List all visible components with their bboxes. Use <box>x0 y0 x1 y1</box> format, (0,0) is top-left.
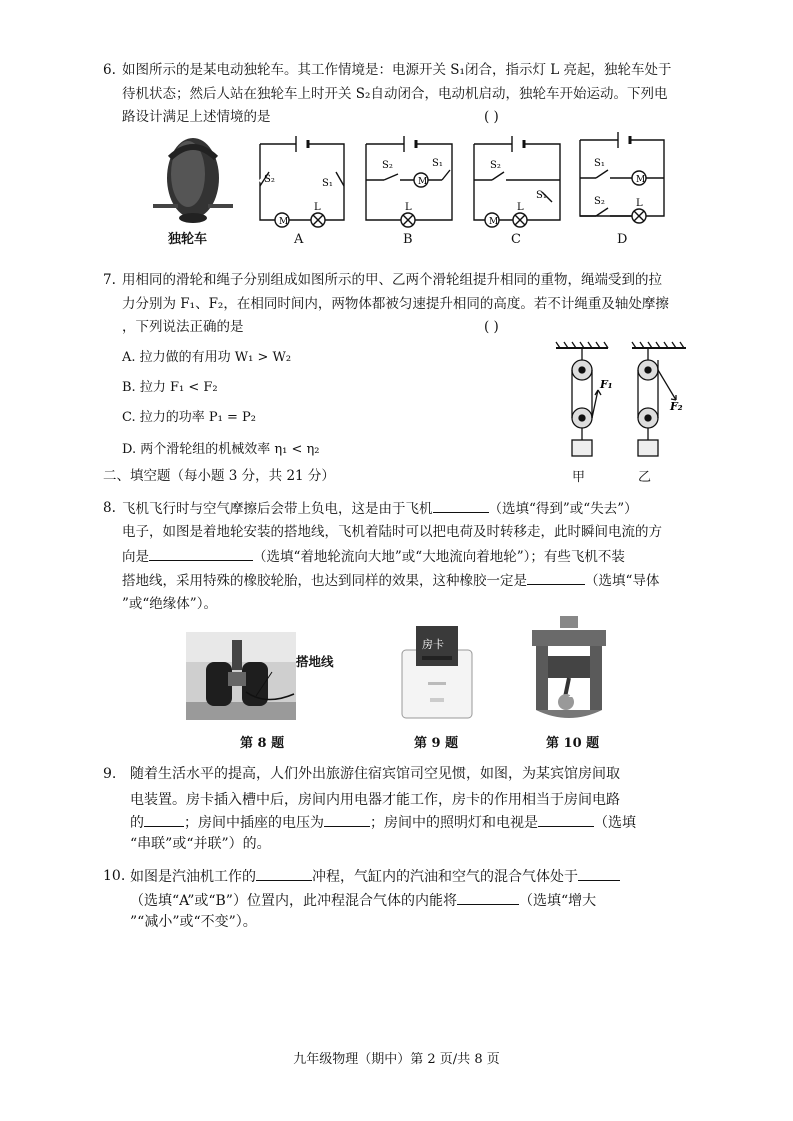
circuit-a-diagram <box>256 130 348 228</box>
circuit-b-diagram <box>362 130 457 228</box>
circuit-d-diagram <box>576 126 671 226</box>
q10-text: 冲程，气缸内的汽油和空气的混合气体处于 <box>312 869 578 885</box>
svg-text:S₂: S₂ <box>382 160 393 171</box>
q6-text-line1: 如图所示的是某电动独轮车。其工作情境是：电源开关 S₁闭合，指示灯 L 亮起，独轮车处于 <box>122 62 672 78</box>
q9-blank-3[interactable] <box>538 812 594 827</box>
q8-blank-2[interactable] <box>149 546 253 561</box>
q8-text: 搭地线，采用特殊的橡胶轮胎，也达到同样的效果，这种橡胶一定是 <box>122 573 527 589</box>
figure-10-caption: 第 10 题 <box>546 736 600 751</box>
q10-blank-3[interactable] <box>457 890 519 905</box>
room-card-text: 房卡 <box>422 638 444 651</box>
q10-blank-1[interactable] <box>256 866 312 881</box>
q9-line2: 电装置。房卡插入槽中后，房间内用电器才能工作，房卡的作用相当于房间电路 <box>130 792 620 808</box>
q10-line2 <box>130 890 596 911</box>
q7-text-line3: ，下列说法正确的是 <box>122 319 244 335</box>
q10-text: （选填“增大 <box>518 893 597 909</box>
q8-line4 <box>122 570 659 591</box>
q7-option-d: D. 两个滑轮组的机械效率 η₁ < η₂ <box>122 442 320 457</box>
engine-label-b: B <box>569 686 580 700</box>
circuit-a-label: A <box>294 232 304 247</box>
circuit-c-diagram <box>470 130 565 228</box>
svg-text:S₁: S₁ <box>536 190 547 201</box>
pulley-left-label: 甲 <box>572 470 586 485</box>
svg-text:L: L <box>405 202 412 213</box>
svg-text:S₂: S₂ <box>594 196 605 207</box>
pulley-f2-label: F₂ <box>670 400 683 413</box>
engine-cylinder-diagram <box>524 616 614 720</box>
q9-blank-1[interactable] <box>144 812 184 827</box>
svg-text:L: L <box>314 202 321 213</box>
q7-number: 7. <box>103 272 116 288</box>
q10-number: 10. <box>103 868 126 884</box>
q9-number: 9. <box>103 766 117 782</box>
q8-line5: ”或“绝缘体”）。 <box>122 596 217 612</box>
q8-text: 向是 <box>122 549 149 565</box>
svg-text:M: M <box>489 217 499 227</box>
q10-text: （选填“A”或“B”）位置内，此冲程混合气体的内能将 <box>130 893 457 909</box>
pulley-systems-diagram <box>552 338 692 468</box>
q9-blank-2[interactable] <box>324 812 370 827</box>
q8-number: 8. <box>103 500 116 516</box>
q9-line3 <box>130 812 636 833</box>
q9-text: （选填 <box>594 815 636 831</box>
q8-text: （选填“着地轮流向大地”或“大地流向着地轮”）；有些飞机不装 <box>253 549 625 565</box>
circuit-d-label: D <box>617 232 628 247</box>
svg-text:S₁: S₁ <box>322 178 333 189</box>
svg-text:M: M <box>636 175 646 185</box>
q8-text: （选填“得到”或“失去”） <box>488 501 638 517</box>
q8-blank-1[interactable] <box>433 498 489 513</box>
q6-number: 6. <box>103 62 116 78</box>
svg-text:S₂: S₂ <box>264 174 275 185</box>
svg-text:S₁: S₁ <box>594 158 605 169</box>
q8-text: （选填“导体 <box>585 573 660 589</box>
q10-text: 如图是汽油机工作的 <box>130 869 256 885</box>
svg-text:L: L <box>636 198 643 209</box>
figure-9-caption: 第 9 题 <box>414 736 459 751</box>
page-footer: 九年级物理（期中）第 2 页/共 8 页 <box>293 1052 500 1067</box>
q9-line4: “串联”或“并联”）的。 <box>130 836 271 852</box>
q8-line3 <box>122 546 625 567</box>
q10-line1 <box>130 866 620 887</box>
svg-text:M: M <box>279 217 289 227</box>
q10-line3: ”“减小”或“不变”）。 <box>130 914 257 930</box>
svg-text:L: L <box>517 202 524 213</box>
pulley-f1-label: F₁ <box>600 378 613 391</box>
svg-text:S₁: S₁ <box>432 158 443 169</box>
q7-option-c: C. 拉力的功率 P₁ = P₂ <box>122 410 256 425</box>
q6-answer-paren: ( ) <box>484 109 499 125</box>
landing-gear-photo <box>186 632 296 720</box>
section-title: 二、填空题（每小题 3 分，共 21 分） <box>103 468 335 484</box>
unicycle-caption: 独轮车 <box>168 232 208 247</box>
q9-text: 的 <box>130 815 144 831</box>
q6-text-line2: 待机状态；然后人站在独轮车上时开关 S₂自动闭合，电动机启动，独轮车开始运动。下列电 <box>122 86 668 102</box>
q8-line2: 电子，如图是着地轮安装的搭地线，飞机着陆时可以把电荷及时转移走，此时瞬间电流的方 <box>122 524 662 540</box>
svg-text:S₂: S₂ <box>490 160 501 171</box>
pulley-right-label: 乙 <box>638 470 652 485</box>
q8-text: 飞机飞行时与空气摩擦后会带上负电，这是由于飞机 <box>122 501 433 517</box>
svg-text:M: M <box>418 177 428 187</box>
q7-option-a: A. 拉力做的有用功 W₁ > W₂ <box>122 350 292 365</box>
circuit-c-label: C <box>511 232 521 247</box>
q7-text-line1: 用相同的滑轮和绳子分别组成如图所示的甲、乙两个滑轮组提升相同的重物，绳端受到的拉 <box>122 272 662 288</box>
q9-line1: 随着生活水平的提高，人们外出旅游住宿宾馆司空见惯，如图，为某宾馆房间取 <box>130 766 620 782</box>
figure-8-caption: 第 8 题 <box>240 736 285 751</box>
ground-wire-label: 搭地线 <box>296 654 334 669</box>
q7-answer-paren: ( ) <box>484 319 499 335</box>
circuit-b-label: B <box>403 232 413 247</box>
q7-option-b: B. 拉力 F₁ < F₂ <box>122 380 218 395</box>
q8-blank-3[interactable] <box>527 570 585 585</box>
q8-line1 <box>122 498 638 519</box>
q6-text-line3: 路设计满足上述情境的是 <box>122 109 271 125</box>
q9-text: ；房间中的照明灯和电视是 <box>370 815 538 831</box>
q9-text: ；房间中插座的电压为 <box>184 815 324 831</box>
q10-blank-2[interactable] <box>578 866 620 881</box>
q7-text-line2: 力分别为 F₁、F₂，在相同时间内，两物体都被匀速提升相同的高度。若不计绳重及轴处摩擦 <box>122 296 669 312</box>
